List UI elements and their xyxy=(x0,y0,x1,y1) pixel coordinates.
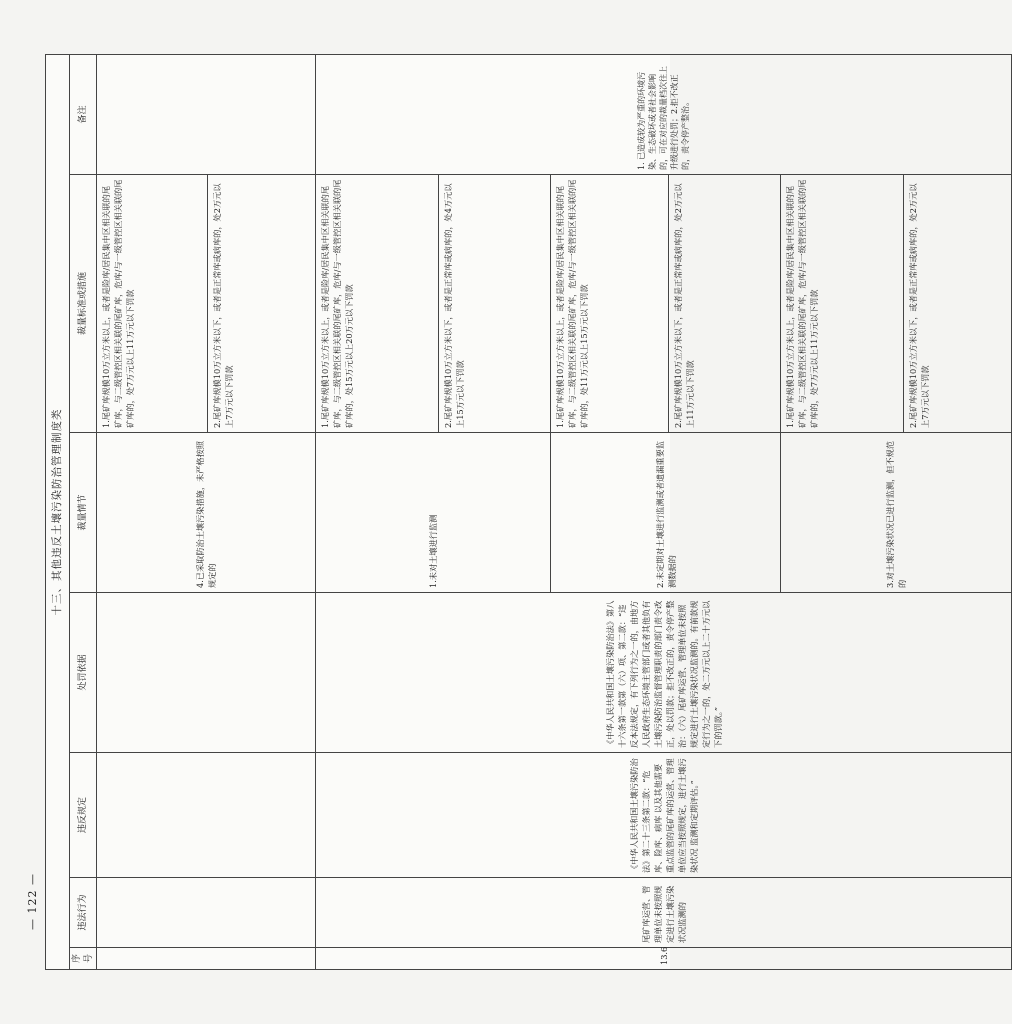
measure-3-1: 1.尾矿库规模10万立方米以上，或者是险库/居民集中区相关联的尾矿库，与二级管控区相关联的尾矿库，危库/与一级管控区相关联的尾矿库的，处11万元以上15万元以下罚款 xyxy=(551,175,669,433)
circumstance-4: 4.已采取防治土壤污染措施，未严格按照规定的 xyxy=(97,433,316,593)
header-measure: 裁量标准或措施 xyxy=(70,175,97,433)
measure-1-2: 2.尾矿库规模10万立方米以下，或者是正常库或病库的，处2万元以上7万元以下罚款 xyxy=(208,175,316,433)
cell-note: 1. 已造成较为严重的环境污染、生态破坏或者社会影响的，可在对应的裁量档次往上升级进行处罚；2.拒不改正的，责令停产整治。 xyxy=(316,54,1012,174)
page-number: — 122 — xyxy=(26,873,39,930)
header-row xyxy=(70,54,97,969)
cell-seq-blank xyxy=(97,948,316,970)
header-basis: 处罚依据 xyxy=(70,593,97,753)
circumstance-1: 1.未对土壤进行监测 xyxy=(316,433,551,593)
penalty-table xyxy=(45,54,1012,970)
cell-act: 尾矿库运营、管理单位未按照规定进行土壤污染状况监测的 xyxy=(316,878,1012,948)
note-blank xyxy=(97,54,316,174)
measure-4-2: 2.尾矿库规模10万立方米以下，或者是正常库或病库的，处2万元以上7万元以下罚款 xyxy=(904,175,1012,433)
header-act: 违法行为 xyxy=(70,878,97,948)
circumstance-2: 2.未定期对土壤进行监测或者遗漏重要监测数据的 xyxy=(551,433,781,593)
cell-basis-blank xyxy=(97,593,316,753)
table-row xyxy=(97,54,208,969)
cell-rule-blank xyxy=(97,753,316,878)
circumstance-3: 3.对土壤污染状况已进行监测，但不规范的 xyxy=(781,433,1012,593)
cell-basis: 《中华人民共和国土壤污染防治法》第八十六条第一款第（六）项、第二款：“违反本法规定，有下列行为之一的，由地方人民政府生态环境主管部门或者其他负有土壤污染防治监督管理职责的部门责令改正，处以罚款；拒不改正的，责令停产整治：（六）尾矿库运营、管理单位未按照规定进行土壤污染状况监测的。有前款规定行为之一的，处二万元以上二十万元以下的罚款。” xyxy=(316,593,1012,753)
cell-seq: 13.6 xyxy=(316,948,1012,970)
table-title: 十三、其他违反土壤污染防治管理制度类 xyxy=(46,54,70,969)
measure-4-1: 1.尾矿库规模10万立方米以上，或者是险库/居民集中区相关联的尾矿库，与二级管控区相关联的尾矿库，危库/与一级管控区相关联的尾矿库的，处7万元以上11万元以下罚款 xyxy=(781,175,904,433)
header-circumstance: 裁量情节 xyxy=(70,433,97,593)
header-seq: 序号 xyxy=(70,948,97,970)
cell-rule: 《中华人民共和国土壤污染防治法》第二十三条第二款：“危库、险库、病库 以及其他需要重点监管的尾矿库的运营、管理单位应当按照规定，进行土壤污染状况 监测和定期评估。” xyxy=(316,753,1012,878)
header-rule: 违反规定 xyxy=(70,753,97,878)
cell-act-blank xyxy=(97,878,316,948)
measure-1-1: 1.尾矿库规模10万立方米以上，或者是险库/居民集中区相关联的尾矿库，与二级管控区相关联的尾矿库，危库/与一级管控区相关联的尾矿库的，处7万元以上11万元以下罚款 xyxy=(97,175,208,433)
rotated-table-wrapper xyxy=(45,55,930,970)
measure-2-1: 1.尾矿库规模10万立方米以上，或者是险库/居民集中区相关联的尾矿库，与二级管控区相关联的尾矿库，危库/与一级管控区相关联的尾矿库的，处15万元以上20万元以下罚款 xyxy=(316,175,439,433)
measure-2-2: 2.尾矿库规模10万立方米以下，或者是正常库或病库的，处4万元以上15万元以下罚款 xyxy=(439,175,551,433)
header-note: 备注 xyxy=(70,54,97,174)
measure-3-2: 2.尾矿库规模10万立方米以下，或者是正常库或病库的，处2万元以上11万元以下罚款 xyxy=(669,175,781,433)
table-row xyxy=(316,54,439,969)
